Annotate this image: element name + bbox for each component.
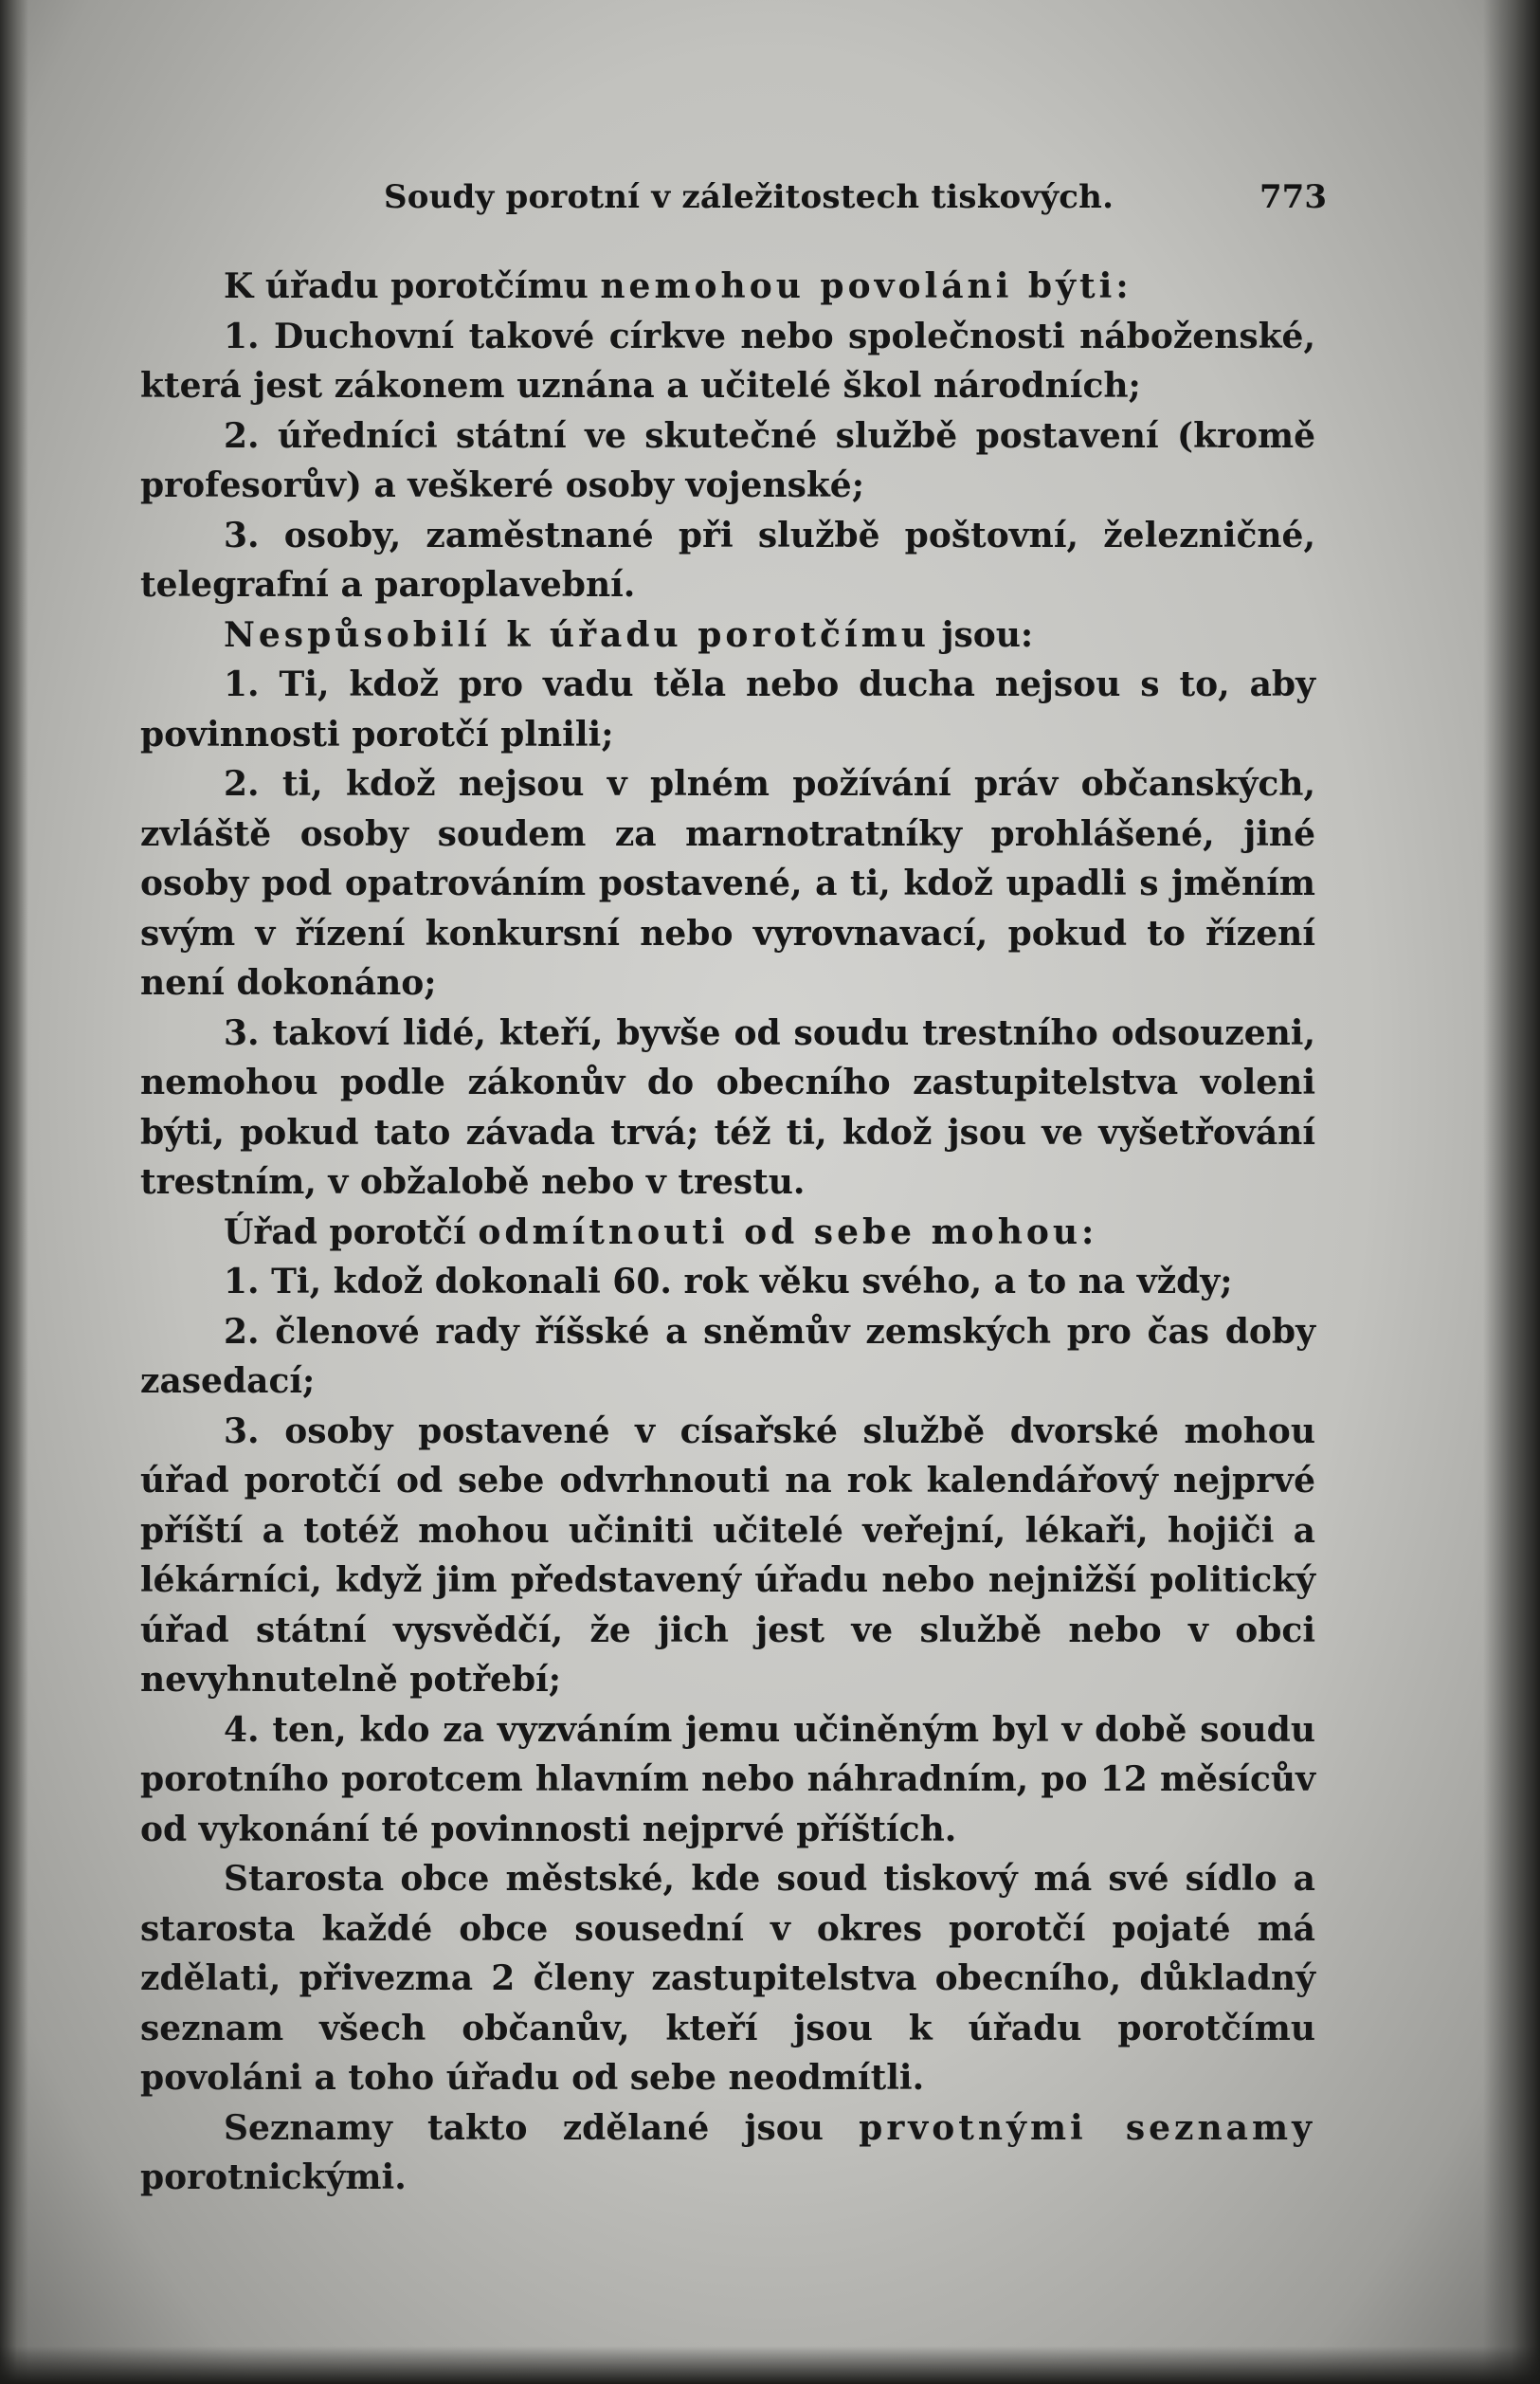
scan-edge-shadow-left: [0, 0, 28, 2384]
paragraph: 2. ti, kdož nejsou v plném požívání práv občanských, zvláště osoby soudem za marnotratníky prohlášené, jiné osoby pod opatrováním postavené, a ti, kdož upadli s jměním svým v řízení konkursní nebo vyrovnavací, pokud to řízení není dokonáno;: [140, 764, 1315, 1003]
paragraph: Úřad porotčí odmítnouti od sebe mohou:: [224, 1211, 1098, 1252]
paragraph: 3. takoví lidé, kteří, byvše od soudu trestního odsouzeni, nemohou podle zákonův do obecního zastupitelstva voleni býti, pokud tato závada trvá; též ti, kdož jsou ve vyšetřování trestním, v obžalobě nebo v trestu.: [140, 1012, 1315, 1202]
page-number: 773: [1259, 178, 1327, 216]
paragraph: 1. Ti, kdož pro vadu těla nebo ducha nejsou s to, aby povinnosti porotčí plnili;: [140, 664, 1315, 755]
paragraph: 2. členové rady říšské a sněmův zemských pro čas doby zasedací;: [140, 1311, 1315, 1401]
paragraph: 1. Duchovní takové církve nebo společnosti náboženské, která jest zákonem uznána a učitelé škol národních;: [140, 316, 1315, 406]
paragraph: 4. ten, kdo za vyzváním jemu učiněným byl v době soudu porotního porotcem hlavním nebo náhradním, po 12 měsícův od vykonání té povinnosti nejprvé příštích.: [140, 1709, 1315, 1849]
paragraph: 2. úředníci státní ve skutečné službě postavení (kromě profesorův) a veškeré osoby vojenské;: [140, 415, 1315, 505]
paragraph: Starosta obce městské, kde soud tiskový má své sídlo a starosta každé obce sousední v okres porotčí pojaté má zdělati, přivezma 2 členy zastupitelstva obecního, důkladný seznam všech občanův, kteří jsou k úřadu porotčímu povoláni a toho úřadu od sebe neodmítli.: [140, 1859, 1315, 2098]
paragraph: 3. osoby, zaměstnané při službě poštovní, železničné, telegrafní a paroplavební.: [140, 515, 1315, 605]
paragraph: 1. Ti, kdož dokonali 60. rok věku svého, a to na vždy;: [224, 1262, 1233, 1301]
paragraph: K úřadu porotčímu nemohou povoláni býti:: [224, 266, 1132, 306]
scan-edge-shadow-right: [1483, 0, 1540, 2384]
page-header: [142, 171, 1327, 227]
body-text: [140, 262, 1315, 2203]
running-title: Soudy porotní v záležitostech tiskových.: [384, 178, 1114, 216]
paragraph: Seznamy takto zdělané jsou prvotnými seznamy porotnickými.: [140, 2107, 1316, 2197]
paragraph: 3. osoby postavené v císařské službě dvorské mohou úřad porotčí od sebe odvrhnouti na rok kalendářový nejprvé příští a totéž mohou učiniti učitelé veřejní, lékaři, hojiči a lékárníci, když jim představený úřadu nebo nejnižší politický úřad státní vysvědčí, že jich jest ve službě nebo v obci nevyhnutelně potřebí;: [140, 1410, 1315, 1700]
paragraph: Nespůsobilí k úřadu porotčímu jsou:: [224, 614, 1034, 655]
scan-edge-shadow-bottom: [0, 2346, 1540, 2384]
